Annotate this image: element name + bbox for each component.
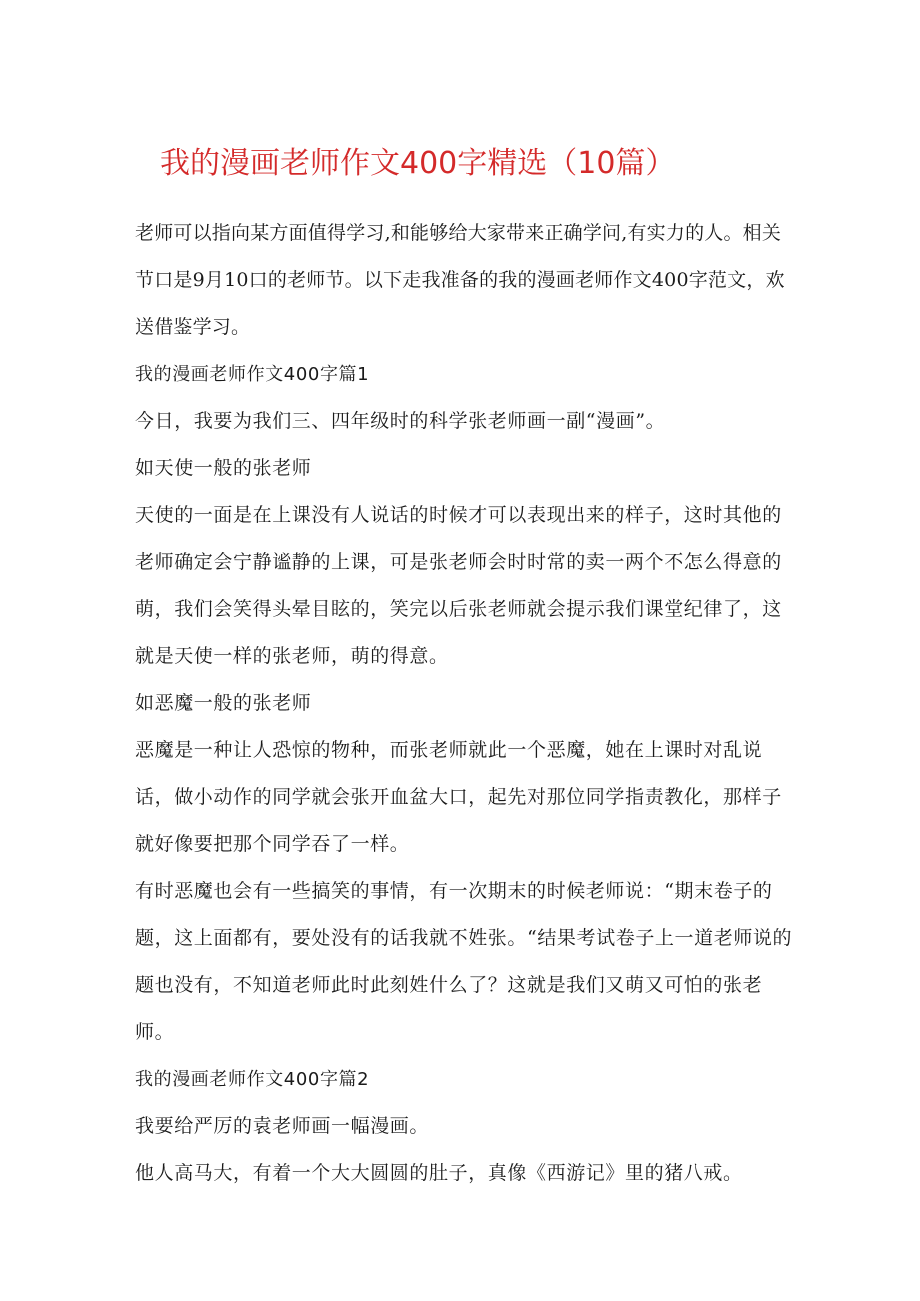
section-subtitle-angel: 如天使一般的张老师 (135, 457, 312, 479)
paragraph: 他人高马大，有着一个大大圆圆的肚子，真像《西游记》里的猪八戒。 (135, 1162, 743, 1184)
paragraph: 我要给严厉的袁老师画一幅漫画。 (135, 1115, 430, 1137)
document-body (135, 210, 795, 1197)
section-subtitle-devil: 如恶魔一般的张老师 (135, 692, 312, 714)
paragraph: 今日，我要为我们三、四年级时的科学张老师画一副“漫画”。 (135, 410, 666, 432)
page-title: 我的漫画老师作文400字精选（10篇） (160, 146, 676, 181)
paragraph: 有时恶魔也会有一些搞笑的事情，有一次期末的时候老师说：“期末卷子的题，这上面都有，要处没有的话我就不姓张。“结果考试卷子上一道老师说的题也没有，不知道老师此时此刻姓什么了？这就是我们又萌又可怕的张老师。 (135, 880, 793, 1043)
essay-heading-2: 我的漫画老师作文400字篇2 (135, 1069, 370, 1090)
paragraph: 恶魔是一种让人恐惊的物种，而张老师就此一个恶魔，她在上课时对乱说话，做小动作的同学就会张开血盆大口，起先对那位同学指责教化，那样子就好像要把那个同学吞了一样。 (135, 739, 782, 855)
intro-paragraph: 老师可以指向某方面值得学习,和能够给大家带来正确学问,有实力的人。相关节口是9月10口的老师节。以下走我准备的我的漫画老师作文400字范文，欢送借鉴学习。 (135, 222, 785, 338)
paragraph: 天使的一面是在上课没有人说话的时候才可以表现出来的样子，这时其他的老师确定会宁静谧静的上课，可是张老师会时时常的卖一两个不怎么得意的萌，我们会笑得头晕目眩的，笑完以后张老师就会提示我们课堂纪律了，这就是天使一样的张老师，萌的得意。 (135, 504, 782, 667)
essay-heading-1: 我的漫画老师作文400字篇1 (135, 364, 370, 385)
